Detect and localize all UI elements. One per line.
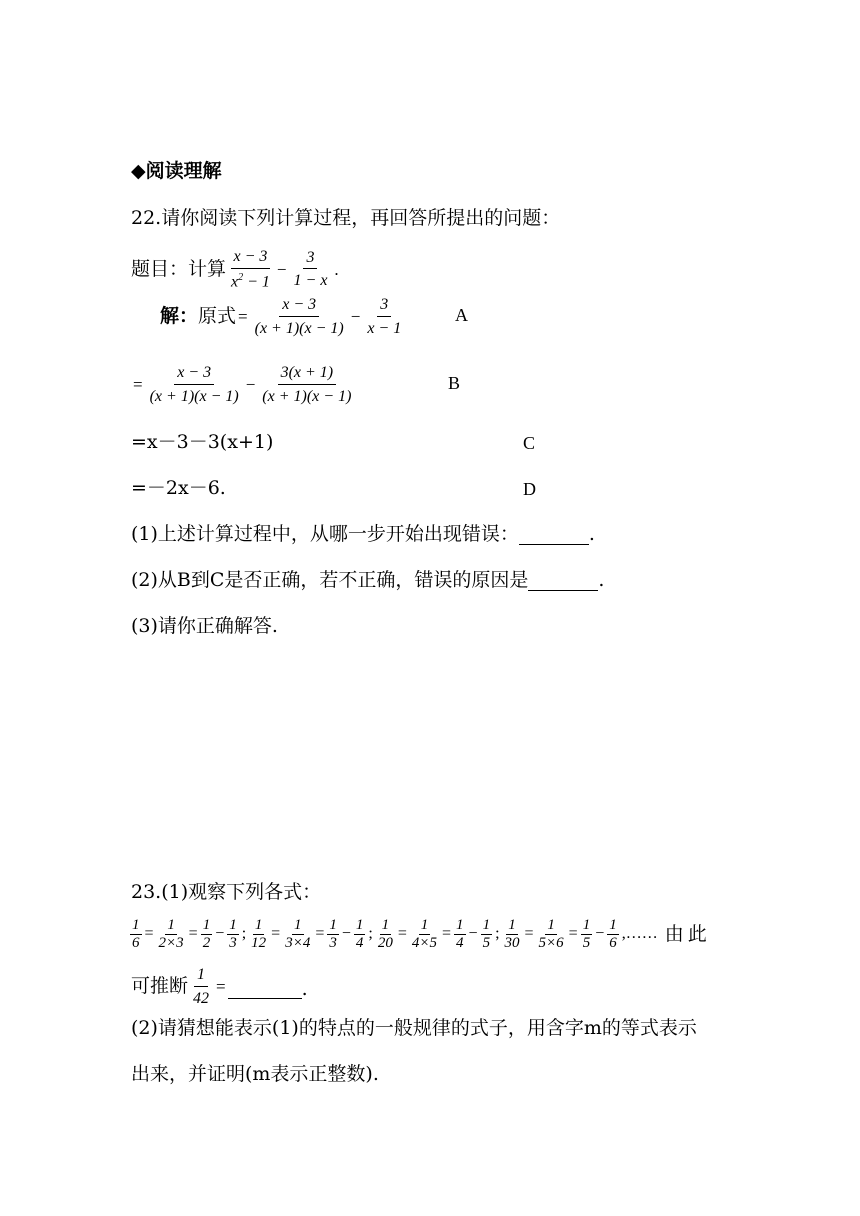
q22-problem (131, 248, 341, 291)
chain-fraction-12 (481, 917, 493, 951)
fraction-numerator: 1 (582, 917, 591, 933)
equals-sign: = (271, 925, 281, 942)
q23-inference (131, 966, 308, 1007)
q22-intro: 22.请你阅读下列计算过程，再回答所提出的问题： (131, 207, 561, 229)
question-text: (2)从B到C是否正确，若不正确，错误的原因是 (131, 569, 529, 591)
fraction-denominator: (x + 1)(x − 1) (149, 387, 239, 405)
fraction-numerator: x − 3 (174, 364, 214, 385)
minus-sign: − (215, 925, 225, 942)
step-c-marker: C (523, 433, 536, 453)
fraction-numerator: 1 (194, 966, 208, 987)
fraction-denominator: 30 (504, 934, 520, 951)
chain-fraction-16 (607, 917, 619, 951)
step-a (160, 296, 406, 337)
inference-label: 可推断 (131, 975, 189, 998)
semicolon: ; (241, 925, 247, 942)
fraction-numerator: 3(x + 1) (278, 364, 337, 385)
fraction-numerator: 1 (381, 917, 390, 933)
equals-sign: = (144, 925, 154, 942)
fraction-denominator: 4 (456, 934, 464, 951)
semicolon: ; (368, 925, 373, 942)
step-b-fraction-1 (147, 364, 242, 405)
minus-sign: − (341, 925, 351, 942)
step-d: =－2x－6. (131, 477, 226, 499)
fraction-numerator: 1 (482, 917, 491, 933)
equals-sign: = (524, 925, 534, 942)
fraction-denominator: (x + 1)(x − 1) (254, 319, 344, 337)
answer-blank[interactable] (528, 571, 598, 591)
answer-blank[interactable] (228, 979, 302, 999)
section-heading: ◆阅读理解 (131, 160, 222, 182)
chain-fraction-7 (327, 917, 339, 951)
q23-part2-line1: (2)请猜想能表示(1)的特点的一般规律的式子，用含字m的等式表示 (131, 1017, 697, 1039)
step-b-marker: B (448, 373, 461, 393)
period: . (301, 978, 308, 1001)
fraction-numerator: 1 (609, 917, 617, 933)
chain-fraction-15 (581, 917, 593, 951)
fraction-denominator: 6 (609, 934, 617, 951)
fraction-numerator: 1 (420, 917, 429, 933)
chain-fraction-10 (410, 917, 439, 951)
equals-sign: = (315, 925, 325, 942)
step-b-fraction-2 (259, 364, 354, 405)
equals-sign: = (442, 925, 452, 942)
problem-fraction-2 (291, 249, 331, 290)
fraction-denominator: 6 (132, 934, 140, 951)
ellipsis: ,…… (621, 925, 658, 942)
fraction-denominator: 5 (582, 934, 591, 951)
solution-text: 原式 (198, 305, 237, 328)
fraction-numerator: 3 (377, 296, 391, 317)
equals-sign: = (238, 307, 248, 327)
fraction-denominator: 42 (193, 989, 210, 1007)
fraction-denominator: (x + 1)(x − 1) (262, 387, 352, 405)
equals-sign: = (188, 925, 198, 942)
fraction-denominator: 2 (202, 934, 211, 951)
problem-fraction-1 (228, 248, 273, 291)
fraction-numerator: 1 (294, 917, 302, 933)
q23-equation-chain (128, 917, 711, 951)
fraction-numerator: 1 (229, 917, 237, 933)
chain-fraction-14 (537, 917, 566, 951)
fraction-numerator: 1 (547, 917, 555, 933)
period: . (598, 569, 605, 591)
minus-sign: − (468, 925, 478, 942)
chain-fraction-11 (454, 917, 466, 951)
problem-label: 题目：计算 (131, 257, 227, 280)
chain-fraction-3 (201, 917, 213, 951)
step-a-marker: A (455, 305, 468, 325)
den-exponent: 2 (238, 271, 244, 283)
fraction-numerator: 1 (202, 917, 211, 933)
equals-sign: = (216, 977, 226, 997)
chain-fraction-5 (249, 917, 268, 951)
fraction-numerator: 3 (303, 249, 317, 270)
equals-sign: = (397, 925, 407, 942)
fraction-numerator: 1 (355, 917, 364, 933)
equals-sign: = (133, 375, 143, 395)
period: . (588, 523, 595, 545)
fraction-denominator: 20 (377, 934, 393, 951)
step-a-fraction-2 (364, 296, 404, 337)
equals-sign: = (568, 925, 578, 942)
q22-question-2 (131, 571, 604, 591)
after-chain-text: 由此 (664, 922, 711, 945)
question-text: (1)上述计算过程中，从哪一步开始出现错误： (131, 523, 519, 545)
q22-question-3: (3)请你正确解答. (131, 615, 278, 637)
fraction-denominator (228, 269, 273, 291)
q22-question-1 (131, 525, 595, 545)
den-base: x (231, 272, 239, 290)
fraction-numerator: 1 (132, 917, 140, 933)
answer-blank[interactable] (519, 525, 589, 545)
step-a-fraction-1 (252, 296, 347, 337)
fraction-denominator: 5×6 (538, 934, 564, 951)
minus-sign: − (276, 259, 287, 279)
fraction-numerator: 1 (508, 917, 516, 933)
solution-label: 解： (160, 305, 199, 328)
fraction-numerator: 1 (167, 917, 175, 933)
fraction-denominator: 5 (482, 934, 491, 951)
fraction-denominator: 3 (229, 934, 237, 951)
step-d-marker: D (523, 479, 536, 499)
fraction-numerator: 1 (329, 917, 337, 933)
fraction-denominator: 4 (355, 934, 364, 951)
q23-part2-line2: 出来，并证明(m表示正整数). (131, 1063, 379, 1085)
step-b (131, 364, 356, 405)
den-rest: − 1 (243, 272, 270, 290)
chain-fraction-1 (130, 917, 142, 951)
fraction-denominator: 4×5 (411, 934, 437, 951)
minus-sign: − (595, 925, 605, 942)
fraction-denominator: 1 − x (293, 272, 328, 290)
chain-fraction-4 (227, 917, 239, 951)
fraction-denominator: x − 1 (367, 319, 402, 337)
fraction-numerator: 1 (254, 917, 263, 933)
period: . (334, 259, 339, 279)
step-c: =x－3－3(x+1) (131, 431, 274, 453)
chain-fraction-2 (157, 917, 186, 951)
chain-fraction-6 (283, 917, 312, 951)
fraction-denominator: 3×4 (285, 934, 311, 951)
q23-intro: 23.(1)观察下列各式： (131, 881, 322, 903)
chain-fraction-9 (376, 917, 395, 951)
fraction-denominator: 12 (251, 934, 267, 951)
fraction-denominator: 3 (329, 934, 337, 951)
fraction-numerator: x − 3 (279, 296, 319, 317)
fraction-denominator: 2×3 (158, 934, 184, 951)
chain-fraction-8 (354, 917, 366, 951)
chain-fraction-13 (503, 917, 522, 951)
semicolon: ; (495, 925, 500, 942)
inference-fraction (190, 966, 212, 1007)
fraction-numerator: 1 (456, 917, 464, 933)
fraction-numerator: x − 3 (231, 248, 271, 269)
minus-sign: − (245, 375, 256, 395)
minus-sign: − (350, 307, 361, 327)
